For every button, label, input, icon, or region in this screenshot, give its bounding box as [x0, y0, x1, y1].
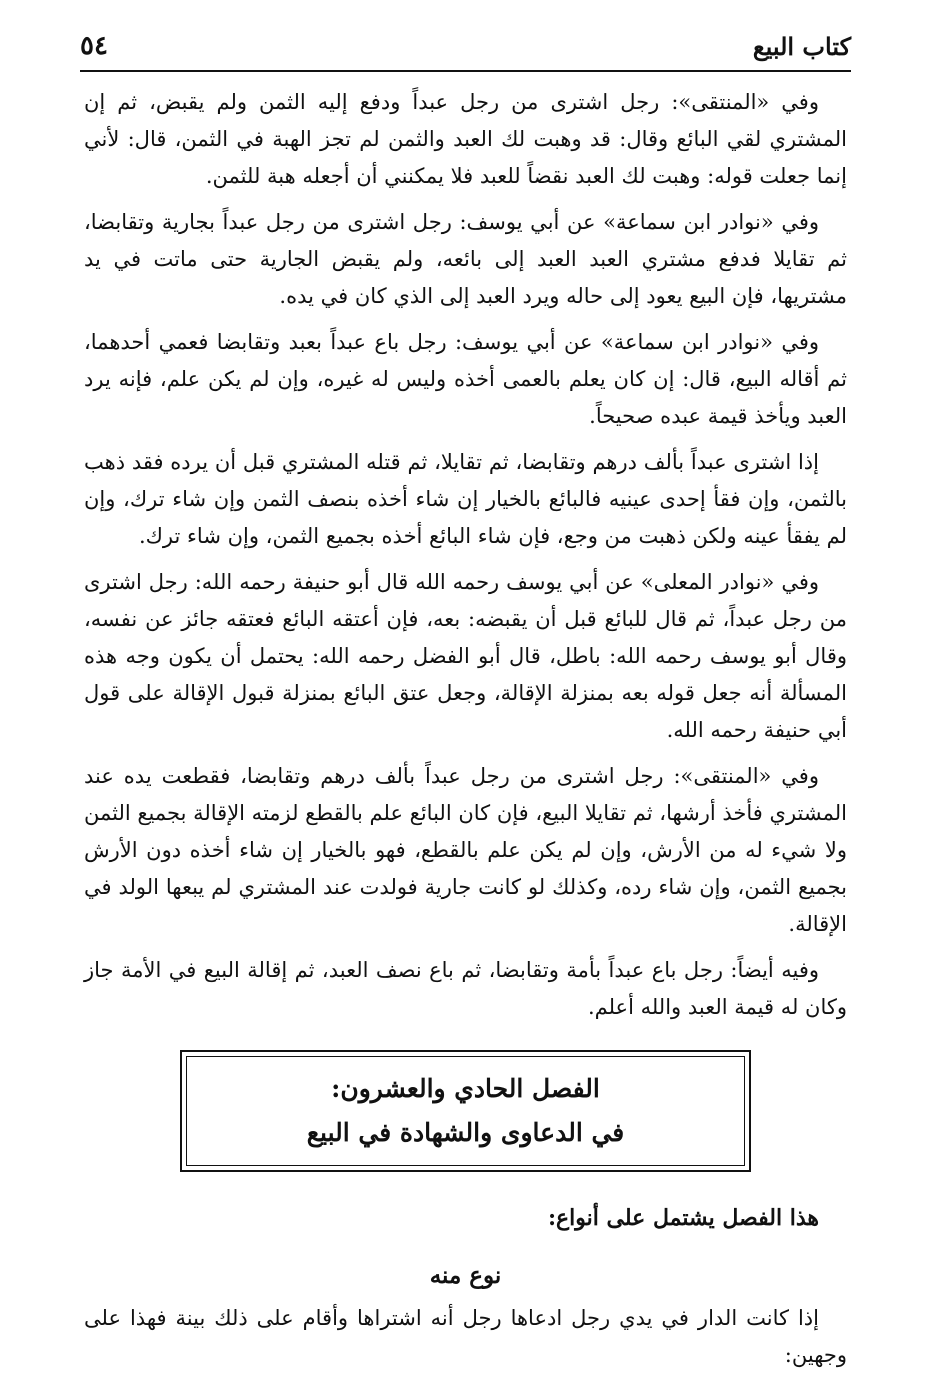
running-title: كتاب البيع	[752, 31, 851, 61]
chapter-title-line-2: في الدعاوى والشهادة في البيع	[306, 1118, 625, 1147]
paragraph: إذا كانت الدار في يدي رجل ادعاها رجل أنه اشتراها وأقام على ذلك بينة فهذا على وجهين:	[84, 1306, 847, 1367]
chapter-intro: هذا الفصل يشتمل على أنواع:	[547, 1205, 819, 1231]
page-number: ٥٤	[80, 31, 108, 61]
chapter-title-line-1: الفصل الحادي والعشرون:	[331, 1074, 600, 1103]
paragraph: وفي «المنتقى»: رجل اشترى من رجل عبداً ودفع إليه الثمن ولم يقبض، ثم إن المشتري لقي البائع وقال: قد وهبت لك العبد والثمن لم تجز الهبة في الثمن، قال: لأني إنما جعلت قوله: وهبت لك العبد نقضاً للعبد فلا يمكنني أن أجعله هبة للثمن.	[84, 90, 847, 188]
paragraph: إذا اشترى عبداً بألف درهم وتقابضا، ثم تقايلا، ثم قتله المشتري قبل أن يرده فقد ذهب بالثمن، وإن فقأ إحدى عينيه فالبائع بالخيار إن شاء أخذه بنصف الثمن وإن شاء ترك، وإن لم يفقأ عينه ولكن ذهبت من وجع، فإن شاء البائع أخذه بجميع الثمن، وإن شاء ترك.	[84, 450, 847, 548]
chapter-heading	[186, 1056, 745, 1166]
page-body	[84, 84, 847, 1374]
chapter-heading-box	[180, 1050, 751, 1172]
paragraph: وفي «نوادر ابن سماعة» عن أبي يوسف: رجل باع عبداً بعبد وتقابضا فعمي أحدهما، ثم أقاله البيع، قال: إن كان يعلم بالعمى أخذه وليس له غيره، وإن لم يكن علم، فإنه يرد العبد ويأخذ قيمة عبده صحيحاً.	[84, 330, 847, 428]
paragraph: وفي «نوادر ابن سماعة» عن أبي يوسف: رجل اشترى من رجل عبداً بجارية وتقابضا، ثم تقايلا فدفع مشتري العبد العبد إلى بائعه، ولم يقبض الجارية حتى ماتت في يد مشتريها، فإن البيع يعود إلى حاله ويرد العبد إلى الذي كان في يده.	[84, 210, 847, 308]
paragraph: وفي «نوادر المعلى» عن أبي يوسف رحمه الله قال أبو حنيفة رحمه الله: رجل اشترى من رجل عبداً، ثم قال للبائع قبل أن يقبضه: بعه، فإن أعتقه البائع فعتقه جائز عن نفسه، وقال أبو يوسف رحمه الله: باطل، قال أبو الفضل رحمه الله: يحتمل أن يكون وجه هذه المسألة أنه جعل قوله بعه بمنزلة الإقالة، وجعل عتق البائع بمنزلة قبول الإقالة على قول أبي حنيفة رحمه الله.	[84, 570, 847, 742]
paragraph: وفي «المنتقى»: رجل اشترى من رجل عبداً بألف درهم وتقابضا، فقطعت يده عند المشتري فأخذ أرشها، ثم تقايلا البيع، فإن كان البائع علم بالقطع لزمته الإقالة بجميع الثمن ولا شيء له من الأرش، وإن لم يكن علم بالقطع، فهو بالخيار إن شاء أخذه دون الأرش بجميع الثمن، وإن شاء رده، وكذلك لو كانت جارية فولدت عند المشتري لم يبعها الولد في الإقالة.	[84, 764, 847, 936]
paragraph: وفيه أيضاً: رجل باع عبداً بأمة وتقابضا، ثم باع نصف العبد، ثم إقالة البيع في الأمة جاز وكان له قيمة العبد والله أعلم.	[84, 958, 847, 1019]
page-header	[80, 22, 851, 72]
section-subheading: نوع منه	[429, 1262, 502, 1289]
